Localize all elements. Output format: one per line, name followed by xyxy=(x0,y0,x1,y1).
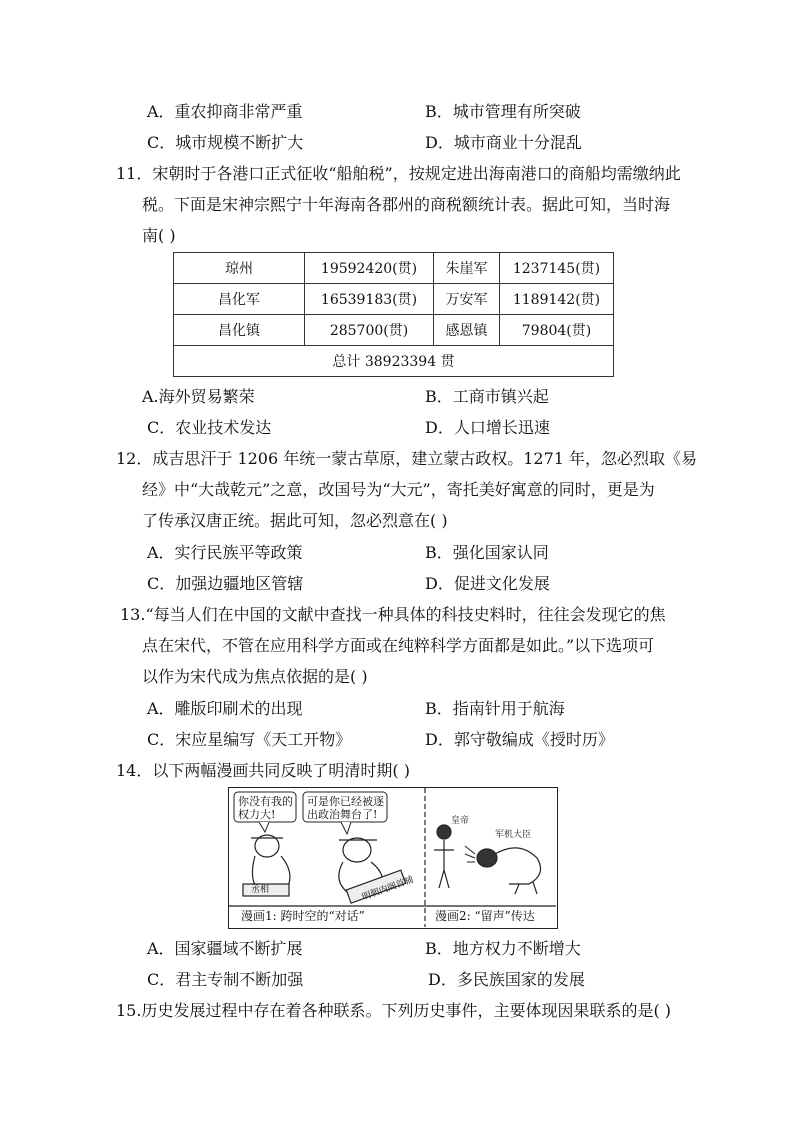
q13-stem-line3: 以作为宋代成为焦点依据的是( ) xyxy=(142,667,368,686)
table-row xyxy=(174,315,614,346)
table-cell: 1237145(贯) xyxy=(500,253,614,284)
table-cell: 琼州 xyxy=(174,253,305,284)
label-huangdi: 皇帝 xyxy=(451,816,470,826)
q12-option-b[interactable]: B．强化国家认同 xyxy=(425,543,549,562)
table-cell: 19592420(贯) xyxy=(305,253,434,284)
q14-stem-line1: 14．以下两幅漫画共同反映了明清时期( ) xyxy=(116,761,410,780)
q12-option-c[interactable]: C．加强边疆地区管辖 xyxy=(147,574,304,593)
label-junji: 军机大臣 xyxy=(495,830,532,840)
table-row xyxy=(174,253,614,284)
q12-stem-line2: 经》中“大哉乾元”之意，改国号为“大元”，寄托美好寓意的同时，更是为 xyxy=(142,480,655,499)
table-cell: 感恩镇 xyxy=(434,315,500,346)
table-cell: 昌化军 xyxy=(174,284,305,315)
kneeling-minister-figure-icon xyxy=(465,846,541,894)
q11-stem-line3: 南( ) xyxy=(142,226,176,245)
cartoon-bubble-1: 你没有我的 权力大! xyxy=(238,795,293,821)
q13-stem-line2: 点在宋代，不管在应用科学方面或在纯粹科学方面都是如此。”以下选项可 xyxy=(142,636,655,655)
cartoon-caption-1: 漫画1: 跨时空的“对话” xyxy=(241,909,365,923)
table-cell: 1189142(贯) xyxy=(500,284,614,315)
table-row xyxy=(174,284,614,315)
label-neige: 明朝内阁首辅 xyxy=(360,875,416,903)
q10-option-b[interactable]: B．城市管理有所突破 xyxy=(425,102,581,121)
q10-option-d[interactable]: D．城市商业十分混乱 xyxy=(425,133,582,152)
table-cell: 16539183(贯) xyxy=(305,284,434,315)
q13-option-b[interactable]: B．指南针用于航海 xyxy=(425,699,565,718)
q14-option-b[interactable]: B．地方权力不断增大 xyxy=(425,939,581,958)
table-cell: 昌化镇 xyxy=(174,315,305,346)
q14-option-c[interactable]: C．君主专制不断加强 xyxy=(147,970,304,989)
cartoon-bubble-2: 可是你已经被逐 出政治舞台了! xyxy=(307,795,384,821)
q11-stem-line2: 税。下面是宋神宗熙宁十年海南各郡州的商税额统计表。据此可知，当时海 xyxy=(142,195,671,214)
q12-stem-line3: 了传承汉唐正统。据此可知，忽必烈意在( ) xyxy=(142,511,448,530)
table-cell: 万安军 xyxy=(434,284,500,315)
q12-stem-line1: 12．成吉思汗于 1206 年统一蒙古草原，建立蒙古政权。1271 年，忽必烈取《易 xyxy=(116,449,698,468)
q15-stem-line1: 15.历史发展过程中存在着各种联系。下列历史事件，主要体现因果联系的是( ) xyxy=(116,1001,672,1020)
tax-table xyxy=(173,252,614,377)
history-cartoon xyxy=(228,787,558,929)
cartoon-caption-2: 漫画2: “留声”传达 xyxy=(435,909,535,923)
emperor-figure-icon xyxy=(434,825,454,888)
table-cell: 285700(贯) xyxy=(305,315,434,346)
q10-option-a[interactable]: A．重农抑商非常严重 xyxy=(147,102,303,121)
q10-option-c[interactable]: C．城市规模不断扩大 xyxy=(147,133,304,152)
label-chengxiang: 丞相 xyxy=(251,885,270,895)
q13-stem-line1: 13.“每当人们在中国的文献中查找一种具体的科技史料时，往往会发现它的焦 xyxy=(120,605,666,624)
q11-option-c[interactable]: C．农业技术发达 xyxy=(147,418,272,437)
table-row-total xyxy=(174,346,614,377)
q13-option-d[interactable]: D．郭守敬编成《授时历》 xyxy=(425,730,614,749)
q12-option-a[interactable]: A．实行民族平等政策 xyxy=(147,543,303,562)
q13-option-a[interactable]: A．雕版印刷术的出现 xyxy=(147,699,303,718)
q14-option-a[interactable]: A．国家疆域不断扩展 xyxy=(147,939,303,958)
table-total-cell: 总计 38923394 贯 xyxy=(174,346,614,377)
q14-option-d[interactable]: D．多民族国家的发展 xyxy=(428,970,585,989)
q12-option-d[interactable]: D．促进文化发展 xyxy=(425,574,550,593)
q11-option-a[interactable]: A.海外贸易繁荣 xyxy=(142,387,255,406)
q11-option-d[interactable]: D．人口增长迅速 xyxy=(425,418,550,437)
table-cell: 79804(贯) xyxy=(500,315,614,346)
q11-option-b[interactable]: B．工商市镇兴起 xyxy=(425,387,549,406)
q13-option-c[interactable]: C．宋应星编写《天工开物》 xyxy=(147,730,352,749)
table-cell: 朱崖军 xyxy=(434,253,500,284)
q11-stem-line1: 11．宋朝时于各港口正式征收“船舶税”，按规定进出海南港口的商船均需缴纳此 xyxy=(116,164,681,183)
